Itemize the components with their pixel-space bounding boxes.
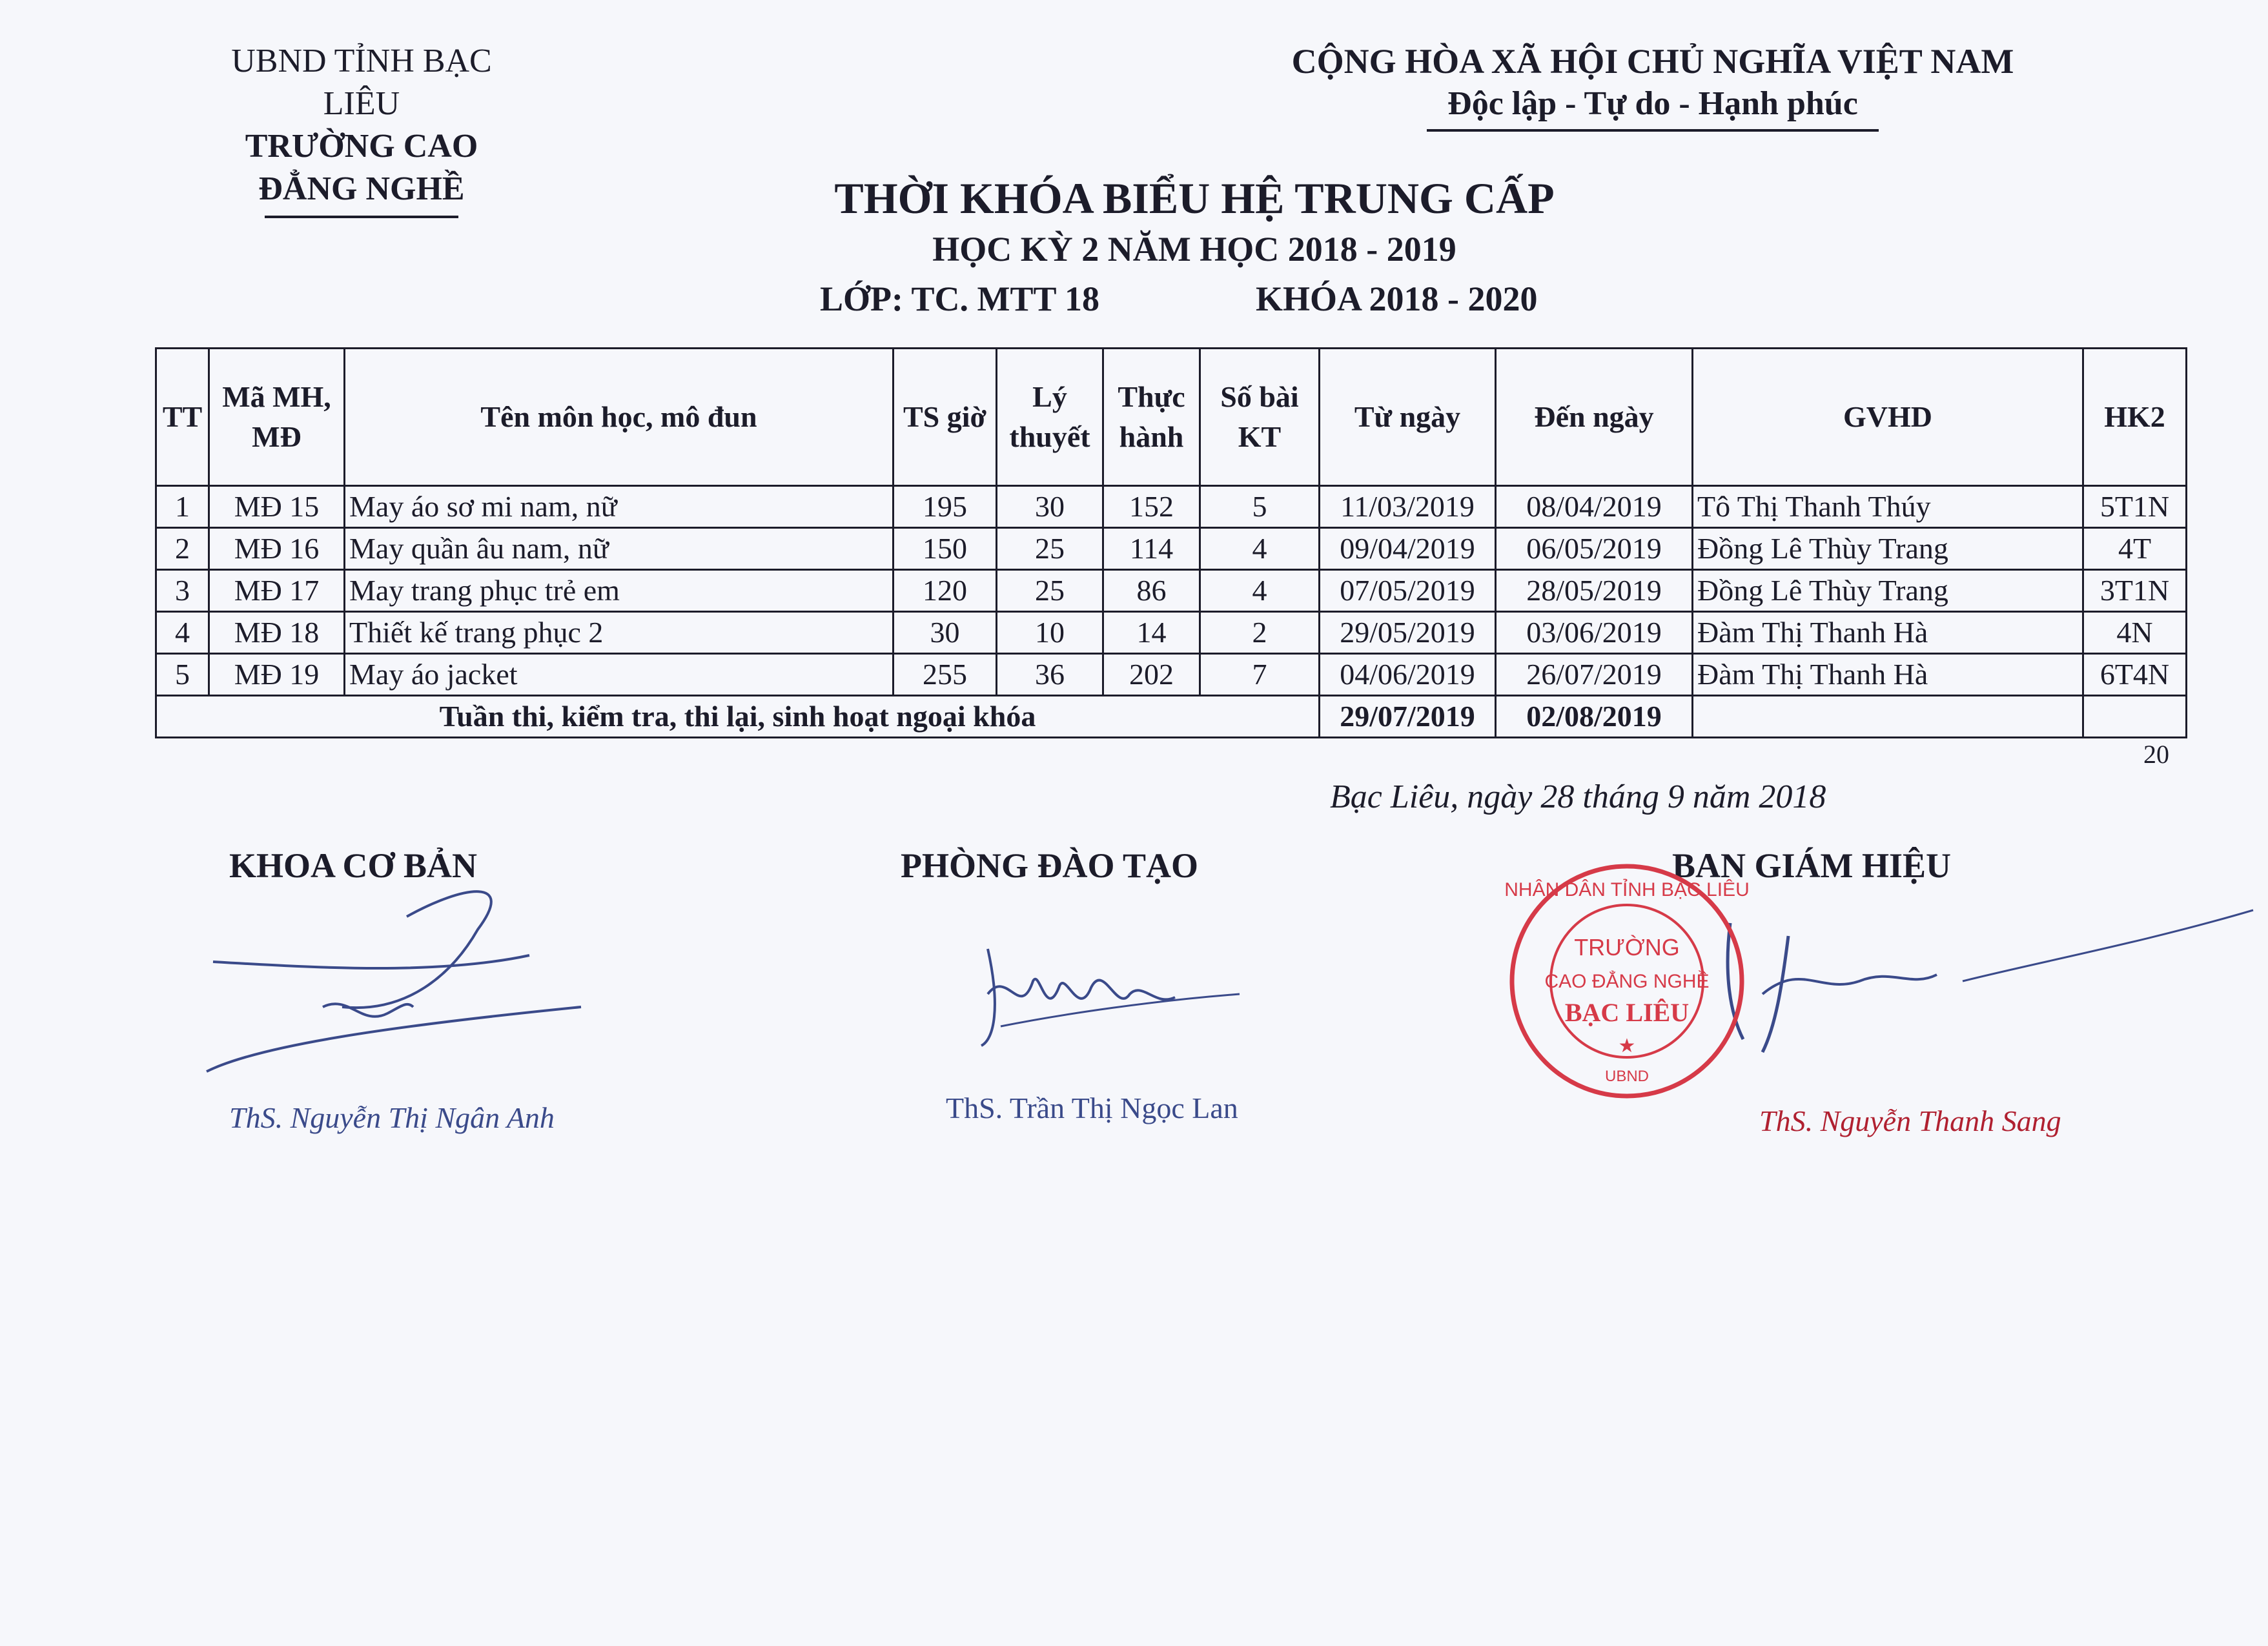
col-header-practice: Thực hành [1103,349,1200,486]
stamp-line-3: BẠC LIÊU [1564,998,1690,1027]
cell-to: 06/05/2019 [1496,528,1693,570]
cell-code: MĐ 15 [209,486,345,528]
document-subtitle: HỌC KỲ 2 NĂM HỌC 2018 - 2019 [932,230,1456,269]
nation-header [1201,40,2105,132]
cell-to: 26/07/2019 [1496,654,1693,696]
cell-hk2: 3T1N [2083,570,2187,612]
signer-title-left: KHOA CƠ BẢN [229,846,478,885]
cell-hk2: 6T4N [2083,654,2187,696]
col-header-code: Mã MH, MĐ [209,349,345,486]
signer-name-right: ThS. Nguyễn Thanh Sang [1759,1104,2061,1137]
col-header-tests: Số bài KT [1200,349,1320,486]
table-row [156,528,2187,570]
cell-code: MĐ 19 [209,654,345,696]
table-row [156,654,2187,696]
signer-title-right: BAN GIÁM HIỆU [1672,846,1952,885]
stamp-line-1: TRƯỜNG [1574,934,1680,960]
org-line-2: TRƯỜNG CAO ĐẲNG NGHỀ [245,128,478,207]
stamp-ring-text-bottom: UBND [1604,1068,1650,1085]
cell-tests: 4 [1200,570,1320,612]
cell-name: Thiết kế trang phục 2 [345,612,894,654]
nation-line-2: Độc lập - Tự do - Hạnh phúc [1447,85,1858,122]
col-header-name: Tên môn học, mô đun [345,349,894,486]
cell-practice: 202 [1103,654,1200,696]
cell-practice: 114 [1103,528,1200,570]
class-label: LỚP: TC. MTT 18 [820,279,1100,318]
summary-row [156,696,2187,738]
cell-teacher: Đồng Lê Thùy Trang [1693,528,2083,570]
cell-hk2: 4T [2083,528,2187,570]
cell-tt: 2 [156,528,209,570]
cell-tests: 7 [1200,654,1320,696]
table-row [156,612,2187,654]
org-underline [265,216,458,218]
summary-empty-teacher [1693,696,2083,738]
cell-tests: 4 [1200,528,1320,570]
cell-practice: 152 [1103,486,1200,528]
summary-label: Tuần thi, kiểm tra, thi lại, sinh hoạt ngoại khóa [156,696,1320,738]
signature-middle [962,930,1252,1059]
page-number: 20 [2143,740,2169,769]
signer-name-middle: ThS. Trần Thị Ngọc Lan [946,1092,1238,1124]
cell-from: 07/05/2019 [1320,570,1496,612]
cell-tt: 5 [156,654,209,696]
cell-code: MĐ 18 [209,612,345,654]
cell-teacher: Tô Thị Thanh Thúy [1693,486,2083,528]
nation-underline [1427,129,1879,132]
cell-from: 04/06/2019 [1320,654,1496,696]
stamp-line-2: CAO ĐẲNG NGHỀ [1544,971,1710,992]
cell-theory: 30 [997,486,1103,528]
cell-tt: 3 [156,570,209,612]
org-line-1: UBND TỈNH BẠC LIÊU [231,43,492,122]
cell-hk2: 5T1N [2083,486,2187,528]
cell-code: MĐ 16 [209,528,345,570]
col-header-total-hours: TS giờ [894,349,997,486]
cell-tests: 5 [1200,486,1320,528]
cell-practice: 14 [1103,612,1200,654]
cell-teacher: Đàm Thị Thanh Hà [1693,654,2083,696]
course-label: KHÓA 2018 - 2020 [1256,279,1538,318]
cell-tt: 1 [156,486,209,528]
cell-total-hours: 120 [894,570,997,612]
table-header-row [156,349,2187,486]
cell-practice: 86 [1103,570,1200,612]
stamp-star-icon: ★ [1618,1035,1636,1057]
cell-name: May áo sơ mi nam, nữ [345,486,894,528]
document-title: THỜI KHÓA BIỂU HỆ TRUNG CẤP [834,174,1555,223]
cell-from: 29/05/2019 [1320,612,1496,654]
table-row [156,570,2187,612]
col-header-theory: Lý thuyết [997,349,1103,486]
cell-theory: 25 [997,528,1103,570]
cell-teacher: Đàm Thị Thanh Hà [1693,612,2083,654]
cell-teacher: Đồng Lê Thùy Trang [1693,570,2083,612]
cell-name: May áo jacket [345,654,894,696]
col-header-hk2: HK2 [2083,349,2187,486]
cell-to: 03/06/2019 [1496,612,1693,654]
stamp-ring-text: NHÂN DÂN TỈNH BẠC LIÊU [1504,879,1750,900]
cell-code: MĐ 17 [209,570,345,612]
cell-theory: 25 [997,570,1103,612]
signature-left [194,878,646,1091]
cell-to: 08/04/2019 [1496,486,1693,528]
signer-name-left: ThS. Nguyễn Thị Ngân Anh [229,1101,555,1134]
cell-total-hours: 195 [894,486,997,528]
cell-name: May trang phục trẻ em [345,570,894,612]
col-header-to: Đến ngày [1496,349,1693,486]
signer-title-middle: PHÒNG ĐÀO TẠO [901,846,1199,885]
official-stamp [1504,859,1750,1104]
cell-total-hours: 255 [894,654,997,696]
cell-hk2: 4N [2083,612,2187,654]
summary-from: 29/07/2019 [1320,696,1496,738]
cell-total-hours: 150 [894,528,997,570]
org-header [194,40,529,218]
cell-from: 09/04/2019 [1320,528,1496,570]
cell-from: 11/03/2019 [1320,486,1496,528]
table-row [156,486,2187,528]
summary-to: 02/08/2019 [1496,696,1693,738]
schedule-table [155,347,2187,738]
col-header-from: Từ ngày [1320,349,1496,486]
col-header-teacher: GVHD [1693,349,2083,486]
cell-theory: 36 [997,654,1103,696]
cell-tests: 2 [1200,612,1320,654]
cell-name: May quần âu nam, nữ [345,528,894,570]
cell-total-hours: 30 [894,612,997,654]
col-header-tt: TT [156,349,209,486]
cell-tt: 4 [156,612,209,654]
nation-line-1: CỘNG HÒA XÃ HỘI CHỦ NGHĨA VIỆT NAM [1291,42,2014,81]
summary-empty-hk2 [2083,696,2187,738]
cell-theory: 10 [997,612,1103,654]
cell-to: 28/05/2019 [1496,570,1693,612]
place-date: Bạc Liêu, ngày 28 tháng 9 năm 2018 [1330,778,1826,815]
